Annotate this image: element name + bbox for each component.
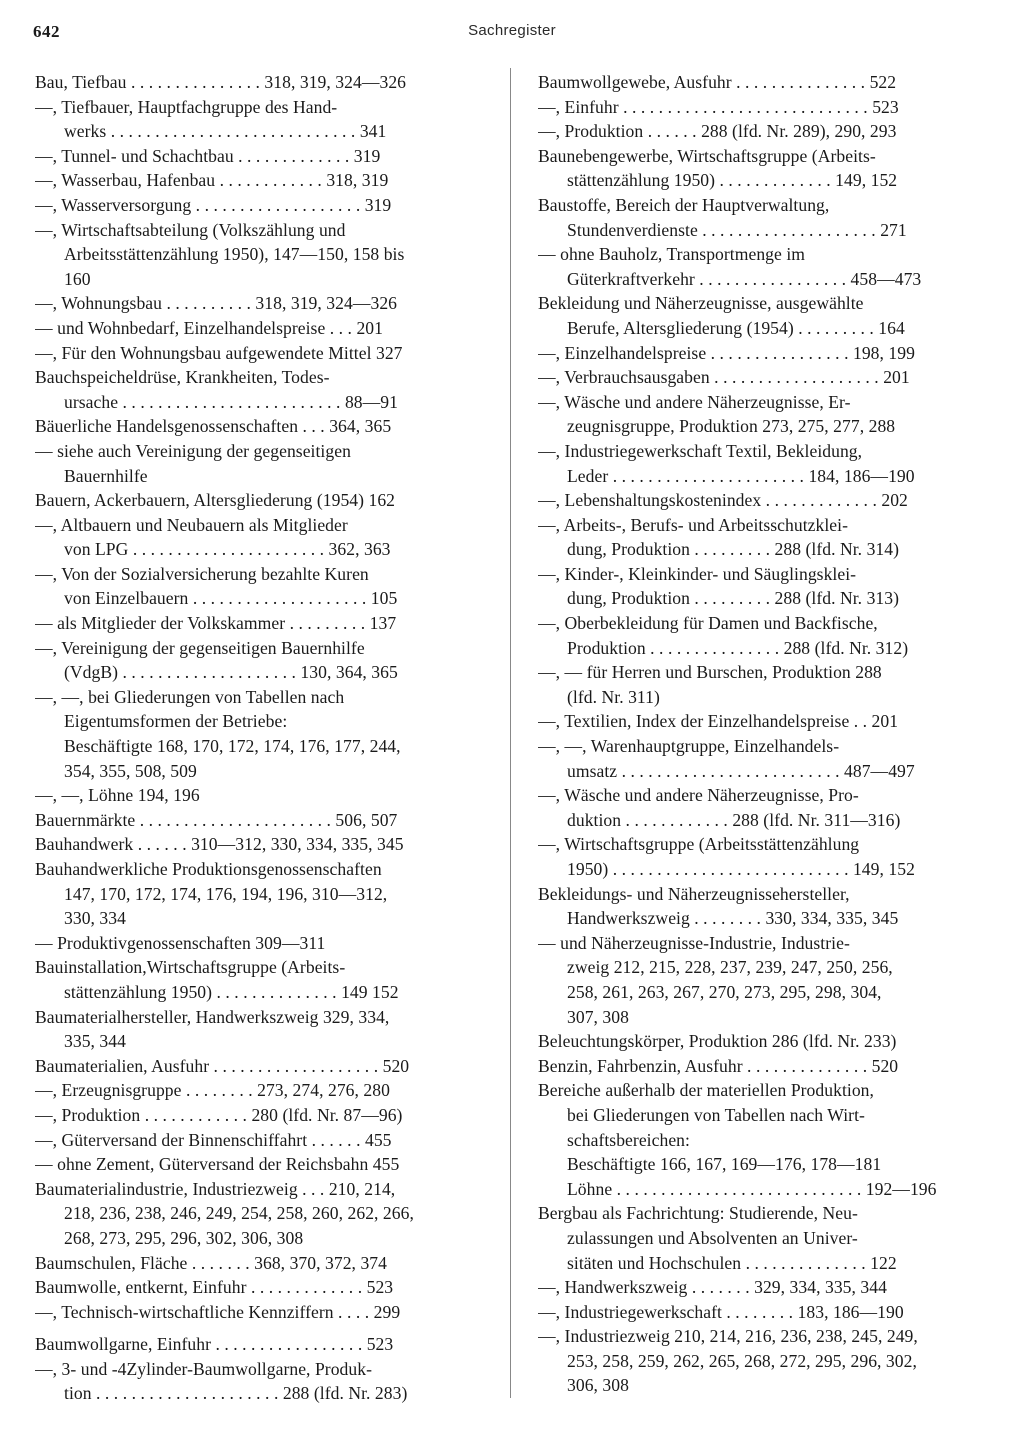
index-entry-line: —, Textilien, Index der Einzelhandelspreise . . 201	[538, 711, 899, 732]
index-entry-line: Baumwollgarne, Einfuhr . . . . . . . . . . . . . . . . . 523	[35, 1334, 394, 1355]
index-entry-line: —, —, Warenhauptgruppe, Einzelhandels-	[538, 736, 840, 757]
index-continuation-line: von Einzelbauern . . . . . . . . . . . . . . . . . . . . 105	[64, 588, 398, 609]
index-entry-line: —, 3- und -4Zylinder-Baumwollgarne, Produk-	[35, 1358, 372, 1379]
index-continuation-line: Beschäftigte 166, 167, 169—176, 178—181	[567, 1154, 882, 1175]
index-continuation-line: zulassungen und Absolventen an Univer-	[567, 1227, 858, 1248]
index-continuation-line: Handwerkszweig . . . . . . . . 330, 334, 335, 345	[567, 908, 899, 929]
index-entry-line: Baunebengewerbe, Wirtschaftsgruppe (Arbeits-	[538, 145, 876, 166]
index-entry-line: — Produktivgenossenschaften 309—311	[35, 932, 326, 953]
index-entry-line: —, Produktion . . . . . . 288 (lfd. Nr. 289), 290, 293	[538, 121, 897, 142]
running-head: Sachregister	[468, 22, 556, 39]
index-continuation-line: stättenzählung 1950) . . . . . . . . . . . . . . 149 152	[64, 981, 399, 1002]
index-continuation-line: 330, 334	[64, 908, 126, 929]
index-entry-line: —, Kinder-, Kleinkinder- und Säuglingsklei-	[538, 563, 857, 584]
right-column	[538, 70, 982, 1410]
index-continuation-line: umsatz . . . . . . . . . . . . . . . . . . . . . . . . . 487—497	[567, 760, 915, 781]
index-entry-line: —, Technisch-wirtschaftliche Kennziffern . . . . 299	[35, 1301, 401, 1322]
index-continuation-line: (VdgB) . . . . . . . . . . . . . . . . . . . . 130, 364, 365	[64, 662, 398, 683]
index-entry-line: Bauernmärkte . . . . . . . . . . . . . . . . . . . . . . 506, 507	[35, 809, 398, 830]
index-entry-line: —, Altbauern und Neubauern als Mitglieder	[35, 514, 348, 535]
index-entry-line: —, Industriezweig 210, 214, 216, 236, 238, 245, 249,	[538, 1326, 918, 1347]
index-entry-line: —, Produktion . . . . . . . . . . . . 280 (lfd. Nr. 87—96)	[35, 1104, 403, 1125]
index-continuation-line: 335, 344	[64, 1031, 126, 1052]
index-continuation-line: tion . . . . . . . . . . . . . . . . . . . . . 288 (lfd. Nr. 283)	[64, 1383, 408, 1404]
index-entry-line: Bauern, Ackerbauern, Altersgliederung (1954) 162	[35, 490, 396, 511]
index-entry-line: —, Wäsche und andere Näherzeugnisse, Pro-	[538, 785, 859, 806]
index-entry-line: —, Handwerkszweig . . . . . . . 329, 334, 335, 344	[538, 1277, 887, 1298]
index-continuation-line: zeugnisgruppe, Produktion 273, 275, 277, 288	[567, 416, 896, 437]
index-entry-line: —, Verbrauchsausgaben . . . . . . . . . . . . . . . . . . . 201	[538, 367, 910, 388]
index-entry-line: Beleuchtungskörper, Produktion 286 (lfd. Nr. 233)	[538, 1031, 897, 1052]
index-entry-line: — ohne Bauholz, Transportmenge im	[538, 244, 805, 265]
index-entry-line: Baumaterialien, Ausfuhr . . . . . . . . . . . . . . . . . . . 520	[35, 1055, 410, 1076]
index-continuation-line: Bauernhilfe	[64, 465, 148, 486]
index-entry-line: — und Wohnbedarf, Einzelhandelspreise . . . 201	[35, 317, 383, 338]
index-entry-line: Baumaterialhersteller, Handwerkszweig 329, 334,	[35, 1006, 390, 1027]
index-continuation-line: Beschäftigte 168, 170, 172, 174, 176, 177, 244,	[64, 736, 401, 757]
index-continuation-line: von LPG . . . . . . . . . . . . . . . . . . . . . . 362, 363	[64, 539, 391, 560]
index-entry-line: —, Industriegewerkschaft . . . . . . . . 183, 186—190	[538, 1301, 904, 1322]
index-continuation-line: Stundenverdienste . . . . . . . . . . . . . . . . . . . . 271	[567, 219, 907, 240]
index-entry-line: —, Lebenshaltungskostenindex . . . . . . . . . . . . . 202	[538, 490, 908, 511]
index-entry-line: —, Einzelhandelspreise . . . . . . . . . . . . . . . . 198, 199	[538, 342, 915, 363]
index-entry-line: — als Mitglieder der Volkskammer . . . . . . . . . 137	[35, 613, 397, 634]
index-entry-line: Bauinstallation,Wirtschaftsgruppe (Arbeits-	[35, 957, 346, 978]
column-divider	[510, 68, 511, 1398]
index-entry-line: Bekleidung und Näherzeugnisse, ausgewählte	[538, 293, 864, 314]
index-entry-line: —, Wirtschaftsabteilung (Volkszählung und	[35, 219, 346, 240]
index-entry-line: —, Wirtschaftsgruppe (Arbeitsstättenzählung	[538, 834, 860, 855]
column-spacer	[35, 1324, 482, 1332]
index-continuation-line: 306, 308	[567, 1375, 629, 1396]
index-continuation-line: Leder . . . . . . . . . . . . . . . . . . . . . . 184, 186—190	[567, 465, 915, 486]
index-entry-line: Bergbau als Fachrichtung: Studierende, Neu-	[538, 1203, 858, 1224]
index-entry-line: —, Einfuhr . . . . . . . . . . . . . . . . . . . . . . . . . . . . 523	[538, 96, 899, 117]
index-entry-line: —, Industriegewerkschaft Textil, Bekleidung,	[538, 440, 863, 461]
index-continuation-line: ursache . . . . . . . . . . . . . . . . . . . . . . . . . 88—91	[64, 391, 398, 412]
index-entry-line: —, Für den Wohnungsbau aufgewendete Mittel 327	[35, 342, 403, 363]
index-entry-line: Bäuerliche Handelsgenossenschaften . . . 364, 365	[35, 416, 392, 437]
index-continuation-line: duktion . . . . . . . . . . . . 288 (lfd. Nr. 311—316)	[567, 809, 901, 830]
index-entry-line: — und Näherzeugnisse-Industrie, Industrie-	[538, 932, 850, 953]
index-entry-line: Bauhandwerk . . . . . . 310—312, 330, 334, 335, 345	[35, 834, 404, 855]
index-entry-line: Bauhandwerkliche Produktionsgenossenschaften	[35, 859, 382, 879]
index-continuation-line: stättenzählung 1950) . . . . . . . . . . . . . 149, 152	[567, 170, 898, 191]
index-entry-line: —, — für Herren und Burschen, Produktion 288	[538, 662, 882, 683]
index-continuation-line: 354, 355, 508, 509	[64, 760, 197, 781]
index-entry-line: —, Wohnungsbau . . . . . . . . . . 318, 319, 324—326	[35, 293, 398, 314]
index-continuation-line: Produktion . . . . . . . . . . . . . . . 288 (lfd. Nr. 312)	[567, 637, 909, 658]
index-continuation-line: 258, 261, 263, 267, 270, 273, 295, 298, 304,	[567, 981, 882, 1002]
index-entry-line: Baumaterialindustrie, Industriezweig . . . 210, 214,	[35, 1178, 396, 1199]
index-entry-line: Baustoffe, Bereich der Hauptverwaltung,	[538, 194, 830, 215]
index-entry-line: — ohne Zement, Güterversand der Reichsbahn 455	[35, 1154, 400, 1175]
index-continuation-line: dung, Produktion . . . . . . . . . 288 (lfd. Nr. 313)	[567, 588, 900, 609]
index-continuation-line: Berufe, Altersgliederung (1954) . . . . . . . . . 164	[567, 317, 905, 338]
index-continuation-line: 268, 273, 295, 296, 302, 306, 308	[64, 1227, 304, 1248]
index-continuation-line: bei Gliederungen von Tabellen nach Wirt-	[567, 1104, 865, 1125]
index-continuation-line: dung, Produktion . . . . . . . . . 288 (lfd. Nr. 314)	[567, 539, 900, 560]
index-entry-line: Baumwollgewebe, Ausfuhr . . . . . . . . . . . . . . . 522	[538, 72, 897, 92]
index-continuation-line: 307, 308	[567, 1006, 629, 1027]
index-continuation-line: Güterkraftverkehr . . . . . . . . . . . . . . . . . 458—473	[567, 268, 922, 289]
index-entry-line: Baumwolle, entkernt, Einfuhr . . . . . . . . . . . . . 523	[35, 1277, 394, 1298]
index-entry-line: Bau, Tiefbau . . . . . . . . . . . . . . . 318, 319, 324—326	[35, 72, 407, 92]
index-entry-line: —, —, Löhne 194, 196	[35, 785, 200, 806]
index-entry-line: Bauchspeicheldrüse, Krankheiten, Todes-	[35, 367, 330, 388]
index-continuation-line: Arbeitsstättenzählung 1950), 147—150, 158 bis	[64, 244, 405, 265]
index-entry-line: —, Tunnel- und Schachtbau . . . . . . . . . . . . . 319	[35, 145, 381, 166]
index-entry-line: —, Wasserversorgung . . . . . . . . . . . . . . . . . . . 319	[35, 194, 392, 215]
left-column	[35, 70, 482, 1410]
index-continuation-line: 1950) . . . . . . . . . . . . . . . . . . . . . . . . . . . 149, 152	[567, 859, 915, 879]
index-entry-line: —, Wäsche und andere Näherzeugnisse, Er-	[538, 391, 851, 412]
index-entry-line: —, Oberbekleidung für Damen und Backfische,	[538, 613, 878, 634]
page-number: 642	[33, 22, 60, 41]
index-continuation-line: 147, 170, 172, 174, 176, 194, 196, 310—312,	[64, 883, 388, 904]
index-continuation-line: schaftsbereichen:	[567, 1129, 690, 1150]
index-continuation-line: werks . . . . . . . . . . . . . . . . . . . . . . . . . . . . 341	[64, 121, 387, 142]
index-continuation-line: 160	[64, 268, 91, 289]
index-continuation-line: sitäten und Hochschulen . . . . . . . . . . . . . . 122	[567, 1252, 897, 1273]
index-continuation-line: Eigentumsformen der Betriebe:	[64, 711, 288, 732]
index-entry-line: Baumschulen, Fläche . . . . . . . 368, 370, 372, 374	[35, 1252, 387, 1273]
index-entry-line: —, Vereinigung der gegenseitigen Bauernhilfe	[35, 637, 365, 658]
index-continuation-line: 253, 258, 259, 262, 265, 268, 272, 295, 296, 302,	[567, 1350, 917, 1371]
index-entry-line: —, Tiefbauer, Hauptfachgruppe des Hand-	[35, 96, 338, 117]
index-entry-line: Benzin, Fahrbenzin, Ausfuhr . . . . . . . . . . . . . . 520	[538, 1055, 899, 1076]
index-entry-line: —, Arbeits-, Berufs- und Arbeitsschutzklei-	[538, 514, 848, 535]
index-entry-line: —, Wasserbau, Hafenbau . . . . . . . . . . . . 318, 319	[35, 170, 389, 191]
index-entry-line: —, Erzeugnisgruppe . . . . . . . . 273, 274, 276, 280	[35, 1080, 390, 1101]
index-entry-line: Bereiche außerhalb der materiellen Produktion,	[538, 1080, 874, 1101]
index-continuation-line: Löhne . . . . . . . . . . . . . . . . . . . . . . . . . . . . 192—196	[567, 1178, 937, 1199]
index-entry-line: —, Von der Sozialversicherung bezahlte Kuren	[35, 563, 369, 584]
index-entry-line: —, Güterversand der Binnenschiffahrt . . . . . . 455	[35, 1129, 392, 1150]
index-continuation-line: 218, 236, 238, 246, 249, 254, 258, 260, 262, 266,	[64, 1203, 414, 1224]
index-entry-line: Bekleidungs- und Näherzeugnissehersteller,	[538, 883, 850, 904]
index-entry-line: —, —, bei Gliederungen von Tabellen nach	[35, 686, 345, 707]
index-continuation-line: zweig 212, 215, 228, 237, 239, 247, 250, 256,	[567, 957, 893, 978]
index-entry-line: — siehe auch Vereinigung der gegenseitigen	[35, 440, 351, 461]
index-continuation-line: (lfd. Nr. 311)	[567, 686, 660, 707]
